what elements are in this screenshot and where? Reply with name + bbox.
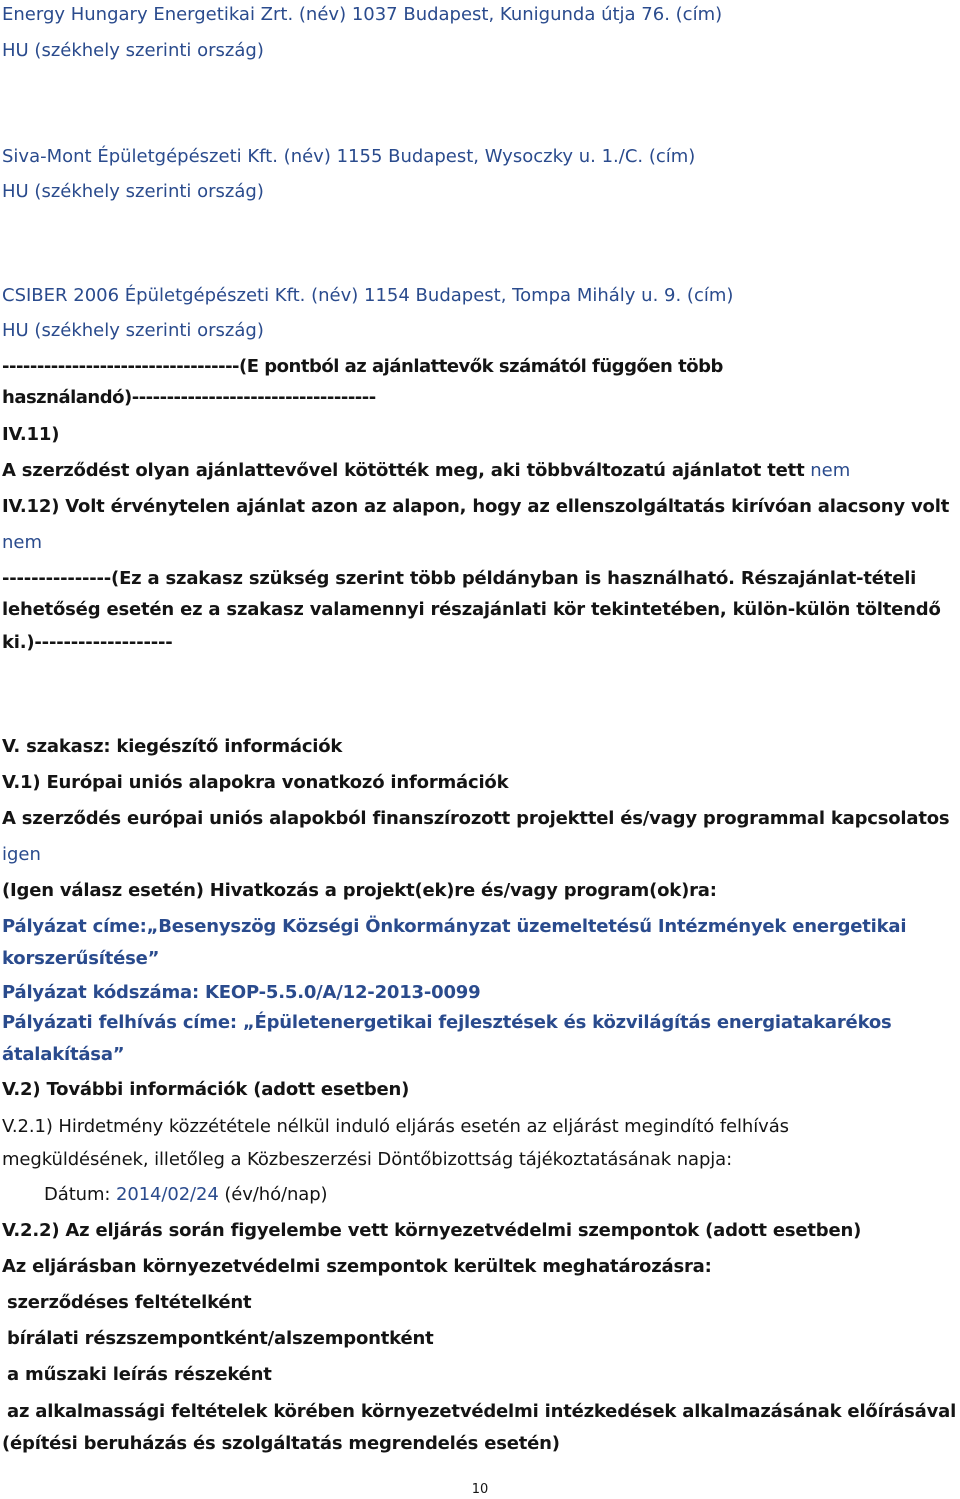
contractor-3-name-line (2, 284, 733, 308)
section-iv11-answer: nem (810, 460, 851, 481)
section-iv11-label: IV.11) (2, 424, 60, 445)
section-v2-title: V.2) További információk (adott esetben) (2, 1079, 410, 1100)
project-code: Pályázat kódszáma: KEOP-5.5.0/A/12-2013-0099 (2, 982, 481, 1003)
project-title-line-2: korszerűsítése” (2, 948, 160, 969)
section-v1-title: V.1) Európai uniós alapokra vonatkozó információk (2, 772, 509, 793)
section-v1-question: A szerződés európai uniós alapokból finanszírozott projekttel és/vagy programmal kapcsolatos (2, 808, 950, 829)
section-v22-intro: Az eljárásban környezetvédelmi szempontok kerültek meghatározásra: (2, 1256, 712, 1277)
page-number: 10 (471, 1482, 489, 1497)
project-title-line-1: Pályázat címe:„Besenyszög Községi Önkormányzat üzemeltetésű Intézmények energetikai (2, 916, 907, 937)
section-v-title: V. szakasz: kiegészítő információk (2, 736, 343, 757)
section-note-line-1: ---------------(Ez a szakasz szükség szerint több példányban is használható. Részajánlat-tételi (2, 568, 917, 589)
section-v22-title: V.2.2) Az eljárás során figyelembe vett környezetvédelmi szempontok (adott esetben) (2, 1220, 862, 1241)
contractor-3-country-line: HU (székhely szerinti ország) (2, 320, 264, 341)
section-v1-answer: igen (2, 844, 41, 865)
section-note-line-2: lehetőség esetén ez a szakasz valamennyi részajánlati kör tekintetében, külön-külön töltendő (2, 599, 941, 620)
section-iv11-line (2, 459, 850, 483)
contractor-3-name-tail: 9. (cím) (664, 285, 734, 306)
contractor-1-country-line: HU (székhely szerinti ország) (2, 40, 264, 61)
section-iv12-answer: nem (2, 532, 43, 553)
call-title-line-2: átalakítása” (2, 1044, 125, 1065)
section-v21-line-1: V.2.1) Hirdetmény közzététele nélkül induló eljárás esetén az eljárást megindító felhívás (2, 1116, 789, 1137)
contractor-3-name: CSIBER 2006 Épületgépészeti Kft. (név) 1154 Budapest, Tompa Mihály u. (2, 285, 659, 306)
call-title-line-1: Pályázati felhívás címe: „Épületenergetikai fejlesztések és közvilágítás energiatakarékos (2, 1012, 892, 1033)
contractor-1-name-line: Energy Hungary Energetikai Zrt. (név) 1037 Budapest, Kunigunda útja 76. (cím) (2, 4, 723, 25)
date-line (44, 1183, 327, 1207)
v22-item-3: a műszaki leírás részeként (7, 1364, 272, 1385)
contractor-2-name-line: Siva-Mont Épületgépészeti Kft. (név) 1155 Budapest, Wysoczky u. 1./C. (cím) (2, 146, 696, 167)
section-v21-line-2: megküldésének, illetőleg a Közbeszerzési Döntőbizottság tájékoztatásának napja: (2, 1149, 733, 1170)
section-note-line-3: ki.)------------------- (2, 632, 173, 653)
date-label: Dátum: (44, 1184, 111, 1205)
section-v1-reference-label: (Igen válasz esetén) Hivatkozás a projekt(ek)re és/vagy program(ok)ra: (2, 880, 717, 901)
v22-item-2: bírálati részszempontként/alszempontként (7, 1328, 434, 1349)
v22-item-1: szerződéses feltételként (7, 1292, 252, 1313)
note-e-line-1: ----------------------------------(E pontból az ajánlattevők számától függően több (2, 356, 723, 377)
note-e-line-2: használandó)----------------------------------- (2, 387, 376, 408)
contractor-2-country-line: HU (székhely szerinti ország) (2, 181, 264, 202)
section-iv12-text: IV.12) Volt érvénytelen ajánlat azon az alapon, hogy az ellenszolgáltatás kirívóan alacsony volt (2, 496, 950, 517)
v22-item-4: az alkalmassági feltételek körében környezetvédelmi intézkedések alkalmazásának előírásával (7, 1401, 957, 1422)
date-value: 2014/02/24 (115, 1184, 219, 1205)
date-format: (év/hó/nap) (224, 1184, 328, 1205)
section-iv11-text: A szerződést olyan ajánlattevővel kötötték meg, aki többváltozatú ajánlatot tett (2, 460, 805, 481)
v22-last-line: (építési beruházás és szolgáltatás megrendelés esetén) (2, 1433, 560, 1454)
